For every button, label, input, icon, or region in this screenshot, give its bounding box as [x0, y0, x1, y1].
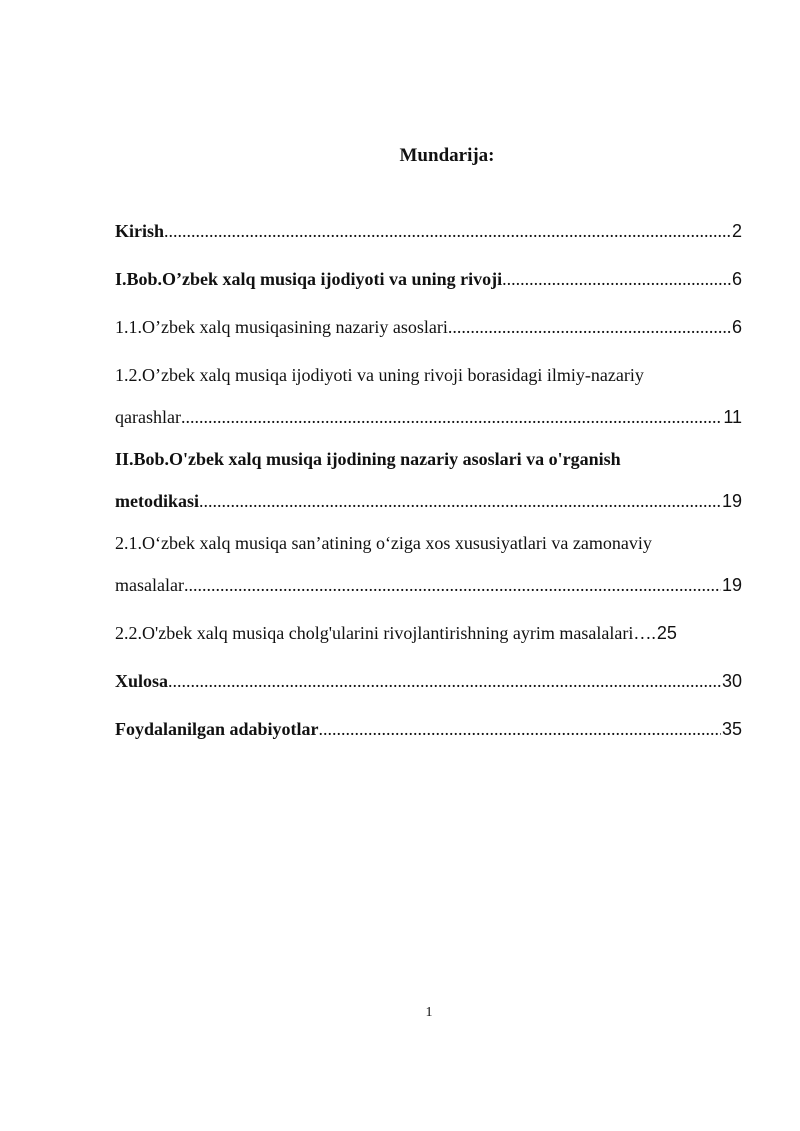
dot-leader: [168, 660, 721, 702]
toc-entry-page: 2: [731, 221, 742, 241]
toc-entry-page: 19: [721, 491, 742, 511]
toc-entry-title: 2.2.O'zbek xalq musiqa cholg'ularini rivojlantirishning ayrim masalalari: [115, 623, 634, 643]
toc-entry-page: 35: [721, 719, 742, 739]
toc-entry-page: 6: [731, 269, 742, 289]
dot-leader: [184, 564, 721, 606]
toc-entry-chapter-2[interactable]: [115, 438, 742, 522]
toc-entry-title: I.Bob.O’zbek xalq musiqa ijodiyoti va uning rivoji: [115, 269, 503, 289]
toc-entry-title-line2: masalalar: [115, 575, 184, 595]
toc-entry-title: Foydalanilgan adabiyotlar: [115, 719, 319, 739]
toc-entry-title-line1: 1.2.O’zbek xalq musiqa ijodiyoti va uning rivoji borasidagi ilmiy-nazariy: [115, 365, 644, 385]
dot-leader: [199, 480, 721, 522]
toc-entry-section-2-2[interactable]: [115, 612, 742, 654]
toc-entry-title-line1: 2.1.O‘zbek xalq musiqa san’atining o‘ziga xos xususiyatlari va zamonaviy: [115, 533, 652, 553]
toc-entry-chapter-1[interactable]: [115, 258, 742, 300]
toc-entry-page: 6: [731, 317, 742, 337]
dot-leader: [502, 258, 731, 300]
toc-entry-title: 1.1.O’zbek xalq musiqasining nazariy asoslari: [115, 317, 448, 337]
toc-entry-title-line1: II.Bob.O'zbek xalq musiqa ijodining nazariy asoslari va o'rganish: [115, 449, 621, 469]
toc-entry-title: Xulosa: [115, 671, 169, 691]
toc-entry-xulosa[interactable]: [115, 660, 742, 702]
toc-entry-section-1-2[interactable]: [115, 354, 742, 438]
toc-entry-page: 19: [721, 575, 742, 595]
toc-entry-page: 11: [723, 407, 742, 427]
toc-entry-title-line2: metodikasi: [115, 491, 200, 511]
dot-leader: [319, 708, 721, 750]
page-number: 1: [425, 1005, 433, 1020]
toc-entry-kirish[interactable]: [115, 210, 742, 252]
dot-leader: [448, 306, 731, 348]
table-of-contents: [115, 210, 742, 750]
dot-leader: [181, 396, 722, 438]
dot-leader: [164, 210, 731, 252]
toc-entry-page: 30: [721, 671, 742, 691]
ellipsis-leader: ….: [633, 623, 656, 643]
toc-entry-page: 25: [656, 623, 677, 643]
toc-entry-title-line2: qarashlar: [115, 407, 181, 427]
toc-entry-section-2-1[interactable]: [115, 522, 742, 606]
page-title: Mundarija:: [399, 145, 495, 166]
toc-entry-title: Kirish: [115, 221, 165, 241]
toc-entry-references[interactable]: [115, 708, 742, 750]
toc-entry-section-1-1[interactable]: [115, 306, 742, 348]
